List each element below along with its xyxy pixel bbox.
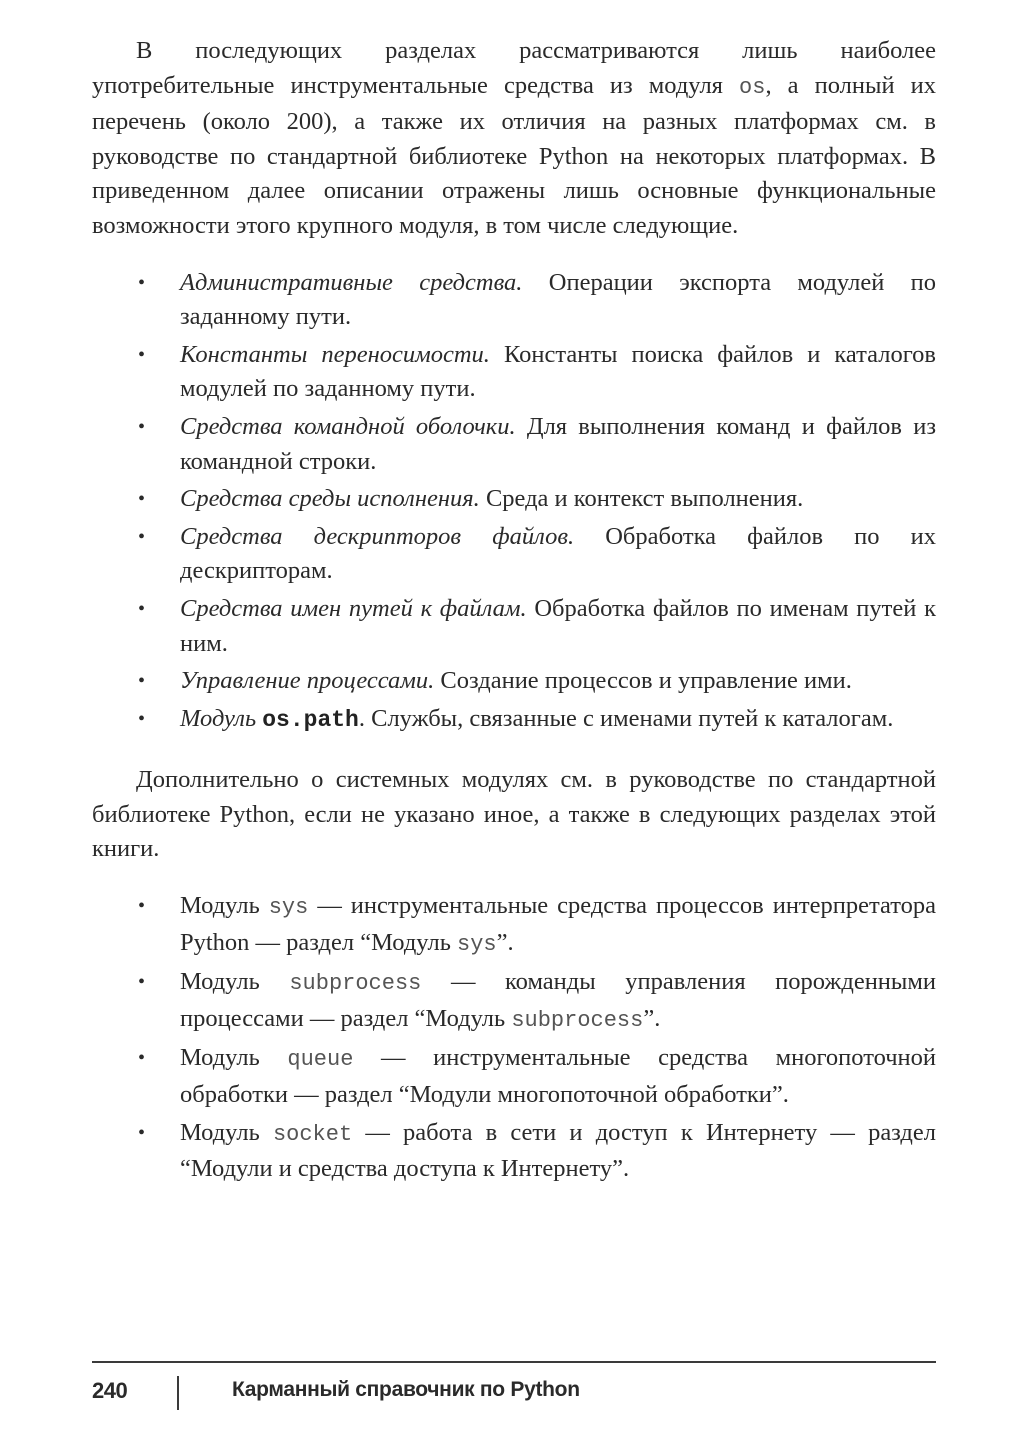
module-code-ref: sys <box>457 931 497 957</box>
list-item <box>92 889 936 962</box>
feature-term: Управление процессами. <box>180 667 435 695</box>
module-prefix: Модуль <box>180 968 290 996</box>
additional-paragraph: Дополнительно о системных модулях см. в руководстве по стандартной библиотеке Python, если не указано иное, а также в следующих разделах этой книги. <box>92 766 936 863</box>
bullet: • <box>138 525 146 548</box>
list-item <box>92 338 936 407</box>
module-suffix: ”. <box>643 1004 661 1032</box>
list-item <box>92 266 936 335</box>
book-title: Карманный справочник по Python <box>232 1378 580 1401</box>
feature-term: Константы переносимости. <box>180 340 490 368</box>
bullet: • <box>138 343 146 366</box>
list-item <box>92 965 936 1038</box>
module-code: queue <box>287 1047 354 1073</box>
footer-separator <box>177 1376 179 1410</box>
page-body <box>92 34 936 1190</box>
feature-term: Административные средства. <box>180 268 523 296</box>
bullet: • <box>138 1121 146 1144</box>
feature-term: Средства имен путей к файлам. <box>180 594 527 622</box>
list-item <box>92 520 936 589</box>
bullet: • <box>138 670 146 693</box>
bullet: • <box>138 597 146 620</box>
bullet: • <box>138 271 146 294</box>
module-code: socket <box>272 1121 353 1147</box>
module-desc: — инструментальные средства процессов интерпретатора Python — раздел “Модуль <box>180 892 936 956</box>
module-prefix: Модуль <box>180 1118 273 1146</box>
feature-term: Средства дескрипторов файлов. <box>180 522 575 550</box>
footer-divider <box>92 1361 936 1363</box>
module-desc: — команды управления порожденными процессами — раздел “Модуль <box>180 968 936 1032</box>
list-item <box>92 482 936 517</box>
os-path-code: os.path <box>262 706 359 733</box>
bullet: • <box>138 707 146 730</box>
feature-desc: Обработка файлов по их дескрипторам. <box>180 522 936 585</box>
bullet: • <box>138 488 146 511</box>
module-code: subprocess <box>289 971 422 997</box>
list-item <box>92 1116 936 1187</box>
module-suffix: ”. <box>496 928 514 956</box>
bullet: • <box>138 1047 146 1070</box>
bullet: • <box>138 415 146 438</box>
feature-desc: Для выполнения команд и файлов из командной строки. <box>180 412 937 475</box>
module-prefix: Модуль <box>180 892 269 920</box>
bullet: • <box>138 971 146 994</box>
list-item <box>92 1041 936 1112</box>
intro-text-part2: , а полный их перечень (около 200), а также их отличия на разных платформах см. в руководстве по стандартной библиотеке Python на некоторых платформах. В приведенном далее описании отражены лишь основные функциональные возможности этого крупного модуля, в том числе следующие. <box>92 71 937 239</box>
features-list <box>92 266 936 738</box>
list-item <box>92 410 936 479</box>
feature-desc: Операции экспорта модулей по заданному пути. <box>180 268 936 331</box>
feature-term: Модуль <box>180 704 257 732</box>
module-code: sys <box>268 895 309 921</box>
intro-code-os: os <box>739 74 766 100</box>
feature-term: Средства командной оболочки. <box>180 412 516 440</box>
module-code-ref: subprocess <box>511 1007 644 1033</box>
feature-desc: Константы поиска файлов и каталогов модулей по заданному пути. <box>180 340 936 403</box>
modules-list <box>92 889 936 1187</box>
intro-paragraph <box>92 34 936 244</box>
bullet: • <box>138 895 146 918</box>
module-desc: — работа в сети и доступ к Интернету — раздел “Модули и средства доступа к Интернету”. <box>180 1118 936 1183</box>
feature-desc: Обработка файлов по именам путей к ним. <box>180 594 936 657</box>
feature-desc: Среда и контекст выполнения. <box>479 485 804 513</box>
list-item <box>92 702 936 738</box>
feature-desc: . Службы, связанные с именами путей к каталогам. <box>358 704 894 732</box>
feature-desc: Создание процессов и управление ими. <box>434 667 852 695</box>
page-number: 240 <box>92 1378 128 1403</box>
list-item <box>92 664 936 699</box>
feature-term: Средства среды исполнения. <box>180 485 480 513</box>
module-desc: — инструментальные средства многопоточной обработки — раздел “Модули многопоточной обработки”. <box>180 1044 936 1109</box>
module-prefix: Модуль <box>180 1044 288 1072</box>
list-item <box>92 592 936 661</box>
page-footer <box>92 1376 936 1410</box>
intro-text-part1: В последующих разделах рассматриваются лишь наиболее употребительные инструментальные средства из модуля <box>92 37 936 99</box>
